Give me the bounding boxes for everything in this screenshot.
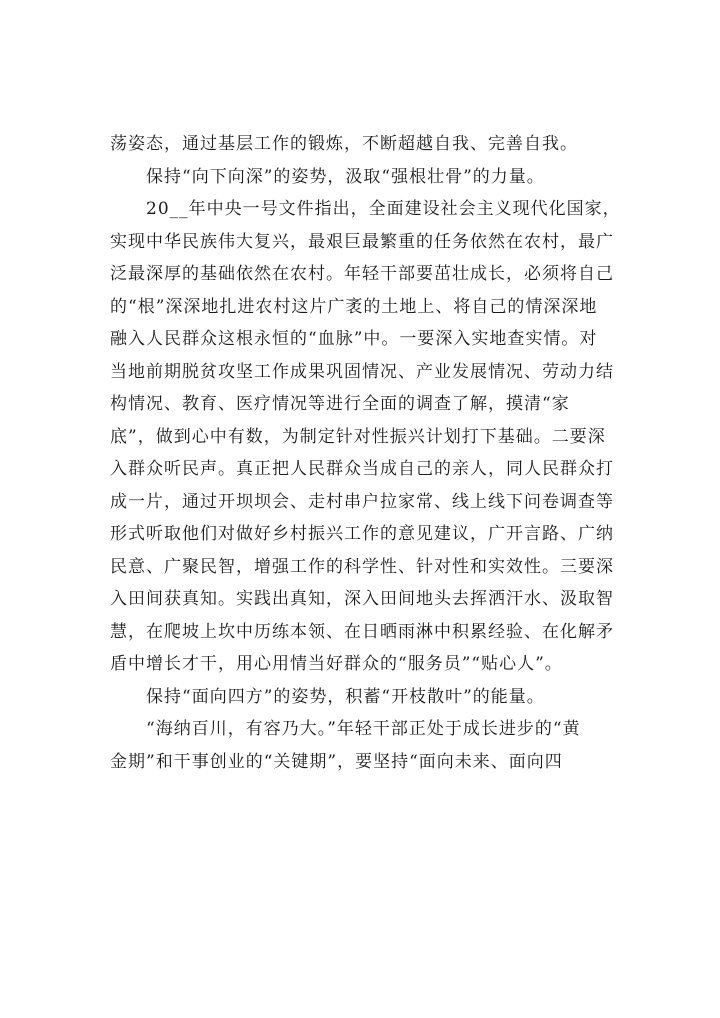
text-line: 的“根”深深地扎进农村这片广袤的土地上、将自己的情深深地 xyxy=(110,296,598,317)
text-line: 成一片，通过开坝坝会、走村串户拉家常、线上线下问卷调查等 xyxy=(110,491,614,512)
text-line: “海纳百川，有容乃大。”年轻干部正处于成长进步的“黄 xyxy=(110,719,581,739)
text-line: 泛最深厚的基础依然在农村。年轻干部要茁壮成长，必须将自己 xyxy=(110,264,614,284)
text-line: 入群众听民声。真正把人民群众当成自己的亲人，同人民群众打 xyxy=(110,459,614,479)
text-line: 金期”和干事创业的“关键期”，要坚持“面向未来、面向四 xyxy=(110,751,563,772)
text-line: 当地前期脱贫攻坚工作成果巩固情况、产业发展情况、劳动力结 xyxy=(110,361,614,382)
body-text xyxy=(110,128,650,778)
text-line: 入田间获真知。实践出真知，深入田间地头去挥洒汗水、汲取智 xyxy=(110,589,614,609)
text-line: 构情况、教育、医疗情况等进行全面的调查了解，摸清“家 xyxy=(110,394,570,414)
text-line: 民意、广聚民智，增强工作的科学性、针对性和实效性。三要深 xyxy=(110,556,614,577)
text-line: 慧，在爬坡上坎中历练本领、在日晒雨淋中积累经验、在化解矛 xyxy=(110,621,614,642)
text-line: 盾中增长才干，用心用情当好群众的“服务员”“贴心人”。 xyxy=(110,654,563,674)
section-heading-line: 保持“面向四方”的姿势，积蓄“开枝散叶”的能量。 xyxy=(110,686,545,707)
text-line: 融入人民群众这根永恒的“血脉”中。一要深入实地查实情。对 xyxy=(110,329,598,349)
text-line: 实现中华民族伟大复兴，最艰巨最繁重的任务依然在农村，最广 xyxy=(110,231,614,252)
text-line: 底”，做到心中有数，为制定针对性振兴计划打下基础。二要深 xyxy=(110,426,606,447)
text-line: 荡姿态，通过基层工作的锻炼，不断超越自我、完善自我。 xyxy=(110,134,578,154)
text-line: 20__年中央一号文件指出，全面建设社会主义现代化国家， xyxy=(110,199,621,219)
section-heading-line: 保持“向下向深”的姿势，汲取“强根壮骨”的力量。 xyxy=(110,166,545,187)
text-line: 形式听取他们对做好乡村振兴工作的意见建议，广开言路、广纳 xyxy=(110,524,614,544)
